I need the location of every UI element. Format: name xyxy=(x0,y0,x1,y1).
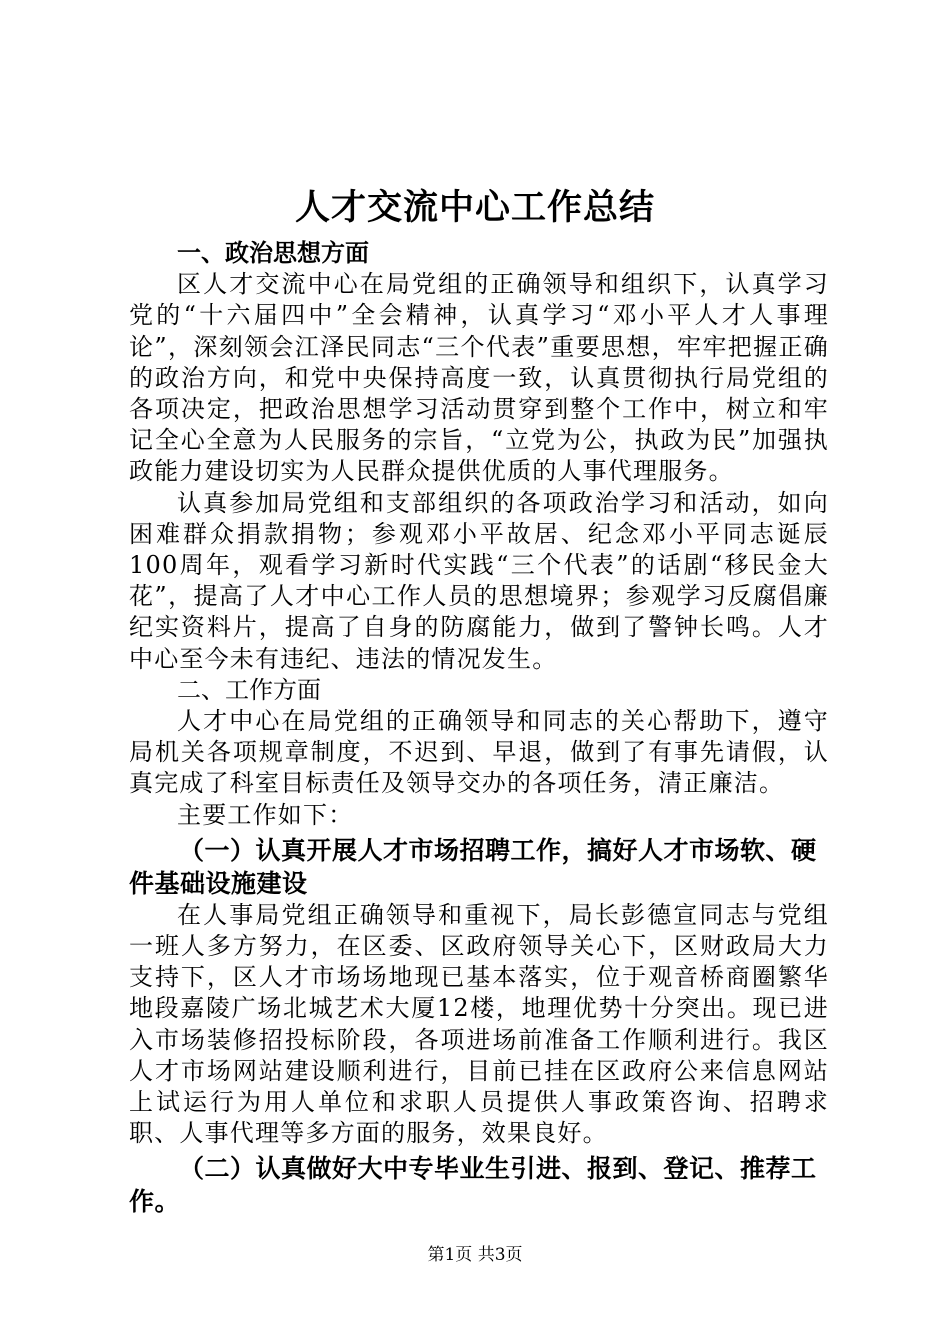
paragraph: 人才中心在局党组的正确领导和同志的关心帮助下，遵守局机关各项规章制度，不迟到、早退，做到了有事先请假，认真完成了科室目标责任及领导交办的各项任务，清正廉洁。 xyxy=(129,707,829,798)
section-heading-political: 一、政治思想方面 xyxy=(177,239,369,267)
document-title: 人才交流中心工作总结 xyxy=(294,187,655,228)
section-heading-work: 二、工作方面 xyxy=(177,675,321,704)
paragraph: 主要工作如下： xyxy=(177,800,354,829)
subsection-heading-recruitment: （一）认真开展人才市场招聘工作，搞好人才市场软、硬件基础设施建设 xyxy=(129,835,817,898)
paragraph: 在人事局党组正确领导和重视下，局长彭德宣同志与党组一班人多方努力，在区委、区政府领导关心下，区财政局大力支持下，区人才市场场地现已基本落实，位于观音桥商圈繁华地段嘉陵广场北城艺术大厦12楼，地理优势十分突出。现已进入市场装修招投标阶段，各项进场前准备工作顺利进行。我区人才市场网站建设顺利进行，目前已挂在区政府公来信息网站上试运行为用人单位和求职人员提供人事政策咨询、招聘求职、人事代理等多方面的服务，效果良好。 xyxy=(129,900,829,1148)
paragraph: 认真参加局党组和支部组织的各项政治学习和活动，如向困难群众捐款捐物；参观邓小平故居、纪念邓小平同志诞辰100周年，观看学习新时代实践“三个代表”的话剧“移民金大花”，提高了人才中心工作人员的思想境界；参观学习反腐倡廉纪实资料片，提高了自身的防腐能力，做到了警钟长鸣。人才中心至今未有违纪、违法的情况发生。 xyxy=(129,488,829,673)
page-footer: 第1页 共3页 xyxy=(427,1245,523,1265)
paragraph: 区人才交流中心在局党组的正确领导和组织下，认真学习党的“十六届四中”全会精神，认真学习“邓小平人才人事理论”，深刻领会江泽民同志“三个代表”重要思想，牢牢把握正确的政治方向，和党中央保持高度一致，认真贯彻执行局党组的各项决定，把政治思想学习活动贯穿到整个工作中，树立和牢记全心全意为人民服务的宗旨，“立党为公，执政为民”加强执政能力建设切实为人民群众提供优质的人事代理服务。 xyxy=(129,270,829,486)
subsection-heading-graduates: （二）认真做好大中专毕业生引进、报到、登记、推荐工作。 xyxy=(129,1154,817,1217)
document-body xyxy=(129,238,829,1218)
